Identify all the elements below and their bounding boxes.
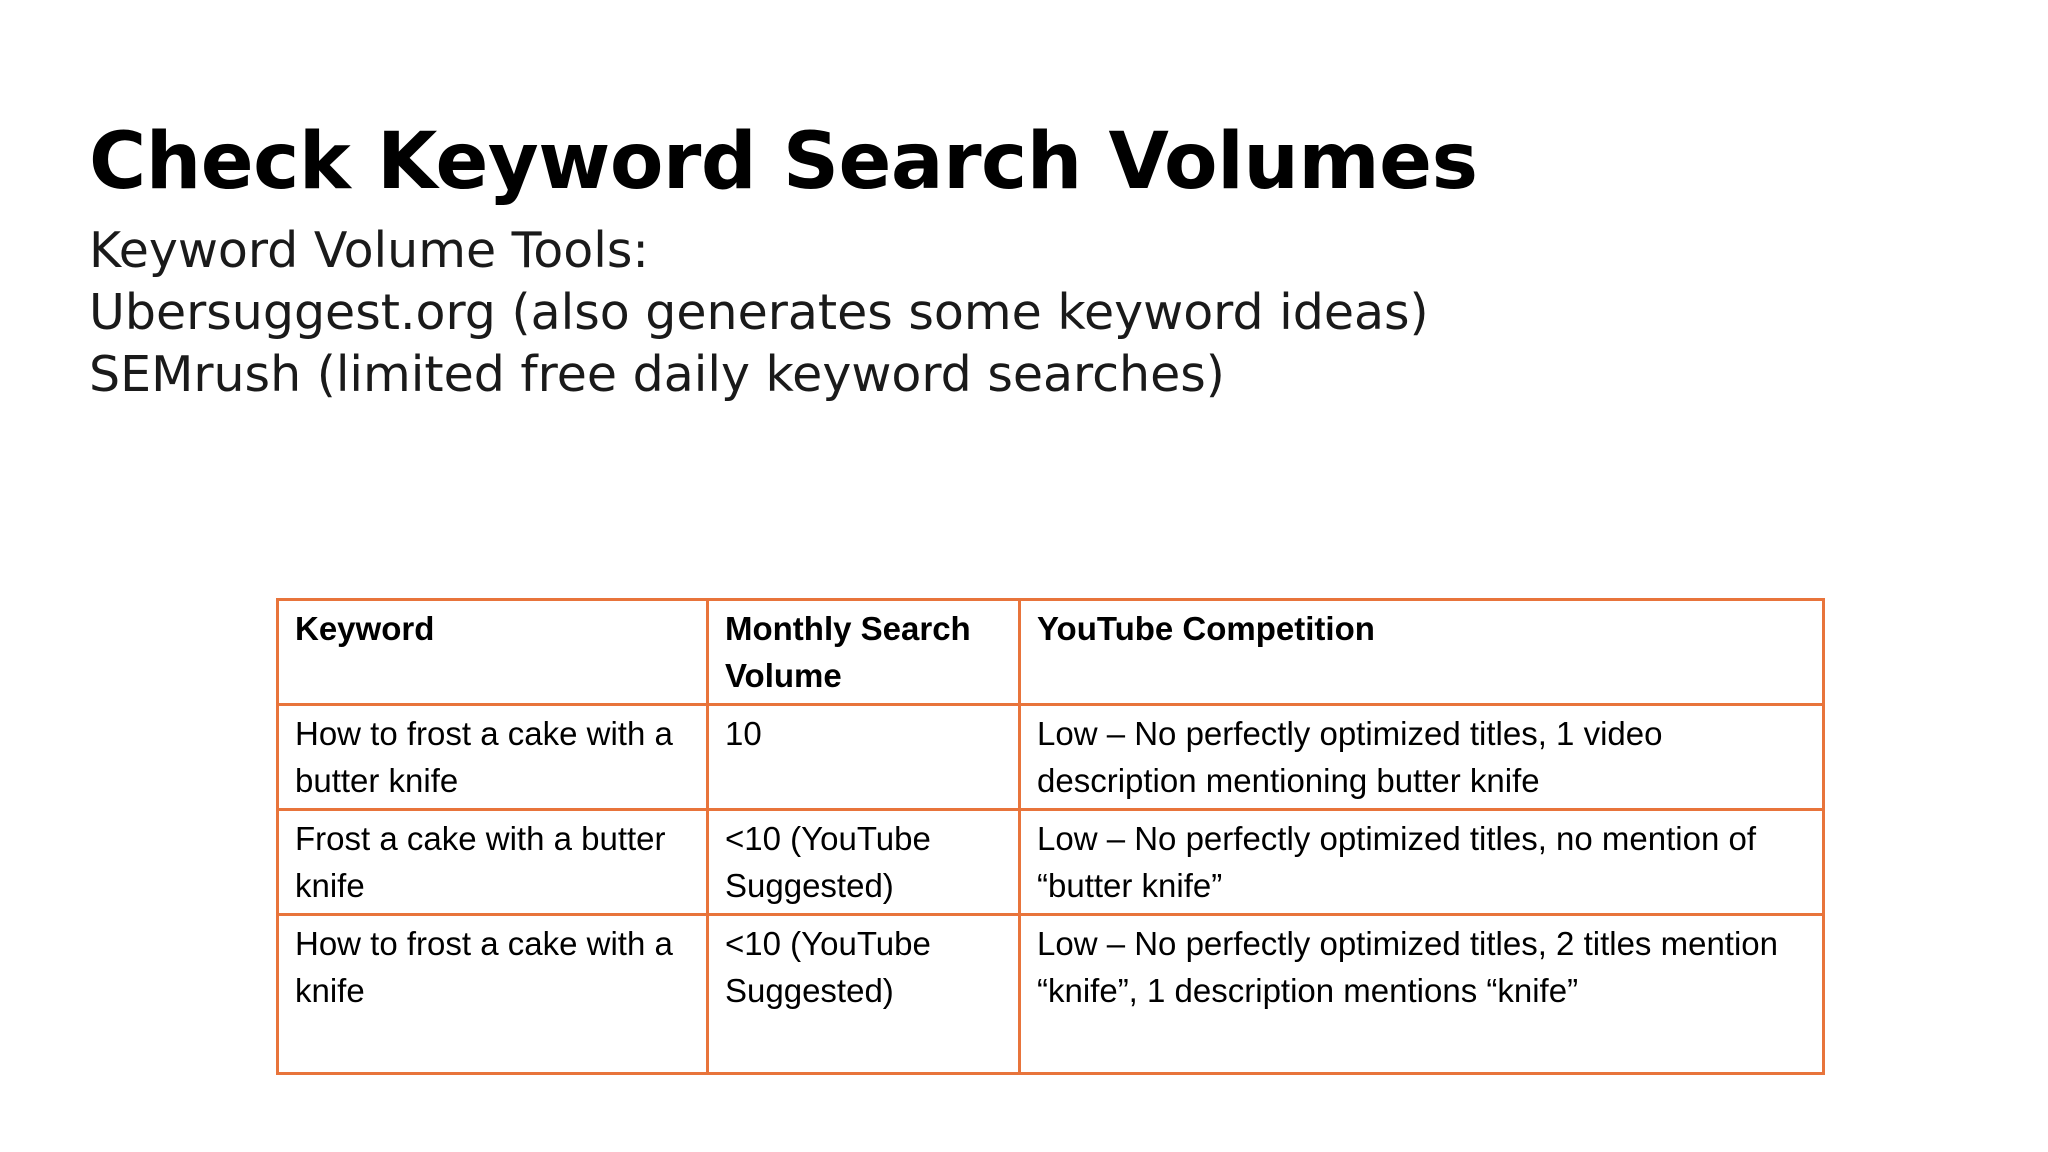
table-row (278, 810, 1824, 915)
column-header-keyword: Keyword (278, 600, 708, 705)
tool-list (89, 220, 1429, 406)
table-row (278, 705, 1824, 810)
table-row (278, 915, 1824, 1074)
slide-title: Check Keyword Search Volumes (89, 117, 1478, 207)
column-header-monthly-search-volume: Monthly Search Volume (708, 600, 1020, 705)
cell-competition: Low – No perfectly optimized titles, 1 video description mentioning butter knife (1020, 705, 1824, 810)
cell-keyword: How to frost a cake with a knife (278, 915, 708, 1074)
tool-item-ubersuggest: Ubersuggest.org (also generates some keyword ideas) (89, 284, 1429, 341)
tools-heading: Keyword Volume Tools: (89, 222, 649, 279)
table-header-row (278, 600, 1824, 705)
column-header-youtube-competition: YouTube Competition (1020, 600, 1824, 705)
cell-volume: 10 (708, 705, 1020, 810)
cell-volume: <10 (YouTube Suggested) (708, 915, 1020, 1074)
cell-keyword: How to frost a cake with a butter knife (278, 705, 708, 810)
cell-volume: <10 (YouTube Suggested) (708, 810, 1020, 915)
cell-competition: Low – No perfectly optimized titles, 2 titles mention “knife”, 1 description mentions “knife” (1020, 915, 1824, 1074)
cell-keyword: Frost a cake with a butter knife (278, 810, 708, 915)
tool-item-semrush: SEMrush (limited free daily keyword searches) (89, 346, 1225, 403)
cell-competition: Low – No perfectly optimized titles, no mention of “butter knife” (1020, 810, 1824, 915)
keyword-volume-table (276, 598, 1825, 1075)
